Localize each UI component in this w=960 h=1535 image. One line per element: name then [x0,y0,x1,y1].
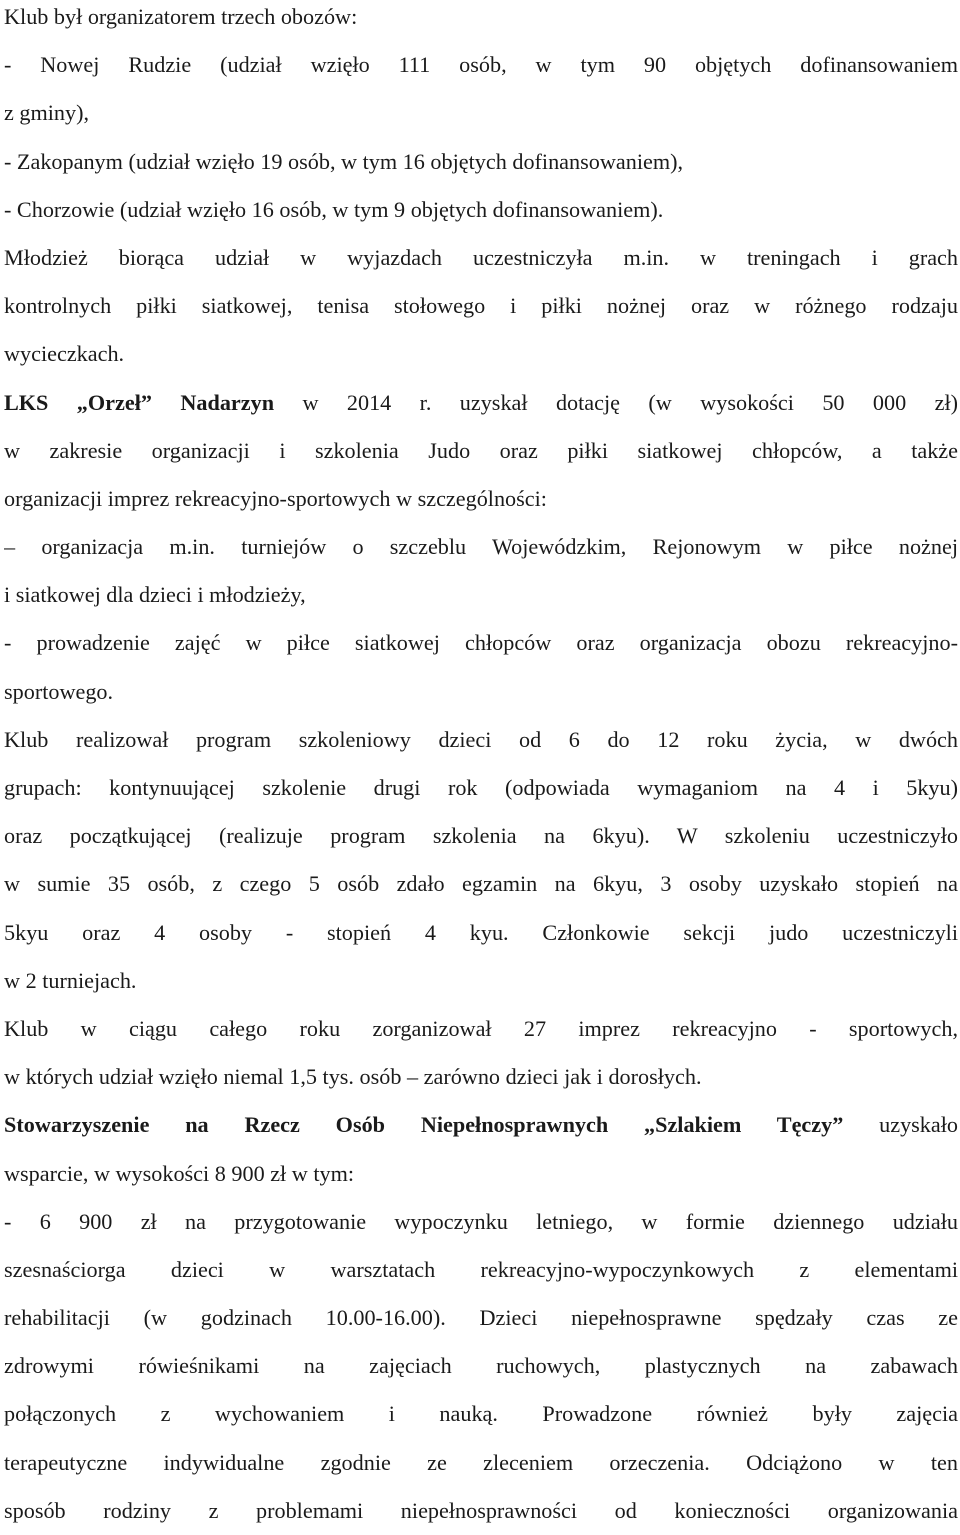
text-line-12: – organizacja m.in. turniejów o szczeblu Wojewódzkim, Rejonowym w piłce nożnej [4,534,958,560]
text-line-20: 5kyu oraz 4 osoby - stopień 4 kyu. Członkowie sekcji judo uczestniczyli [4,919,958,945]
text-line-3: z gminy), [4,100,90,126]
text-line-5: - Chorzowie (udział wzięło 16 osób, w tym 9 objętych dofinansowaniem). [4,196,664,222]
lks-paragraph-line [4,379,958,427]
text-line-15: sportowego. [4,678,114,704]
text-line-18: oraz początkującej (realizuje program szkolenia na 6kyu). W szkoleniu uczestniczyło [4,823,958,849]
text-line-30: połączonych z wychowaniem i nauką. Prowadzone również były zajęcia [4,1401,958,1427]
text-line-31: terapeutyczne indywidualne zgodnie ze zleceniem orzeczenia. Odciążono w ten [4,1449,958,1475]
text-line-28: rehabilitacji (w godzinach 10.00-16.00). Dzieci niepełnosprawne spędzały czas ze [4,1305,958,1331]
text-line-7: kontrolnych piłki siatkowej, tenisa stołowego i piłki nożnej oraz w różnego rodzaju [4,293,958,319]
lks-club-name: LKS „Orzeł” Nadarzyn [4,389,275,415]
text-line-16: Klub realizował program szkoleniowy dzieci od 6 do 12 roku życia, w dwóch [4,726,958,752]
text-line-26: - 6 900 zł na przygotowanie wypoczynku letniego, w formie dziennego udziału [4,1208,958,1234]
text-line-14: - prowadzenie zajęć w piłce siatkowej chłopców oraz organizacja obozu rekreacyjno- [4,630,958,656]
text-line-11: organizacji imprez rekreacyjno-sportowych w szczególności: [4,485,547,511]
text-line-27: szesnaściorga dzieci w warsztatach rekreacyjno-wypoczynkowych z elementami [4,1256,958,1282]
stowarzyszenie-support-text: uzyskało [879,1112,958,1138]
text-line-10: w zakresie organizacji i szkolenia Judo oraz piłki siatkowej chłopców, a także [4,437,958,463]
stowarzyszenie-paragraph-line [4,1101,958,1149]
text-line-32: sposób rodziny z problemami niepełnosprawności od konieczności organizowania [4,1497,958,1523]
text-line-25: wsparcie, w wysokości 8 900 zł w tym: [4,1160,355,1186]
lks-grant-text: w 2014 r. uzyskał dotację (w wysokości 50 000 zł) [302,389,958,415]
text-line-23: w których udział wzięło niemal 1,5 tys. osób – zarówno dzieci jak i dorosłych. [4,1064,702,1090]
text-line-17: grupach: kontynuującej szkolenie drugi rok (odpowiada wymaganiom na 4 i 5kyu) [4,775,958,800]
text-line-2: - Nowej Rudzie (udział wzięło 111 osób, w tym 90 objętych dofinansowaniem [4,52,958,78]
document-page [4,0,958,1535]
text-line-4: - Zakopanym (udział wzięło 19 osób, w tym 16 objętych dofinansowaniem), [4,148,684,174]
text-line-8: wycieczkach. [4,341,125,367]
text-line-22: Klub w ciągu całego roku zorganizował 27 imprez rekreacyjno - sportowych, [4,1015,958,1041]
stowarzyszenie-name: Stowarzyszenie na Rzecz Osób Niepełnosprawnych „Szlakiem Tęczy” [4,1112,844,1138]
text-line-13: i siatkowej dla dzieci i młodzieży, [4,582,306,608]
text-line-29: zdrowymi rówieśnikami na zajęciach ruchowych, plastycznych na zabawach [4,1353,958,1379]
text-line-1: Klub był organizatorem trzech obozów: [4,4,358,29]
text-line-19: w sumie 35 osób, z czego 5 osób zdało egzamin na 6kyu, 3 osoby uzyskało stopień na [4,871,958,897]
text-line-21: w 2 turniejach. [4,967,137,993]
text-line-6: Młodzież biorąca udział w wyjazdach uczestniczyła m.in. w treningach i grach [4,244,958,270]
